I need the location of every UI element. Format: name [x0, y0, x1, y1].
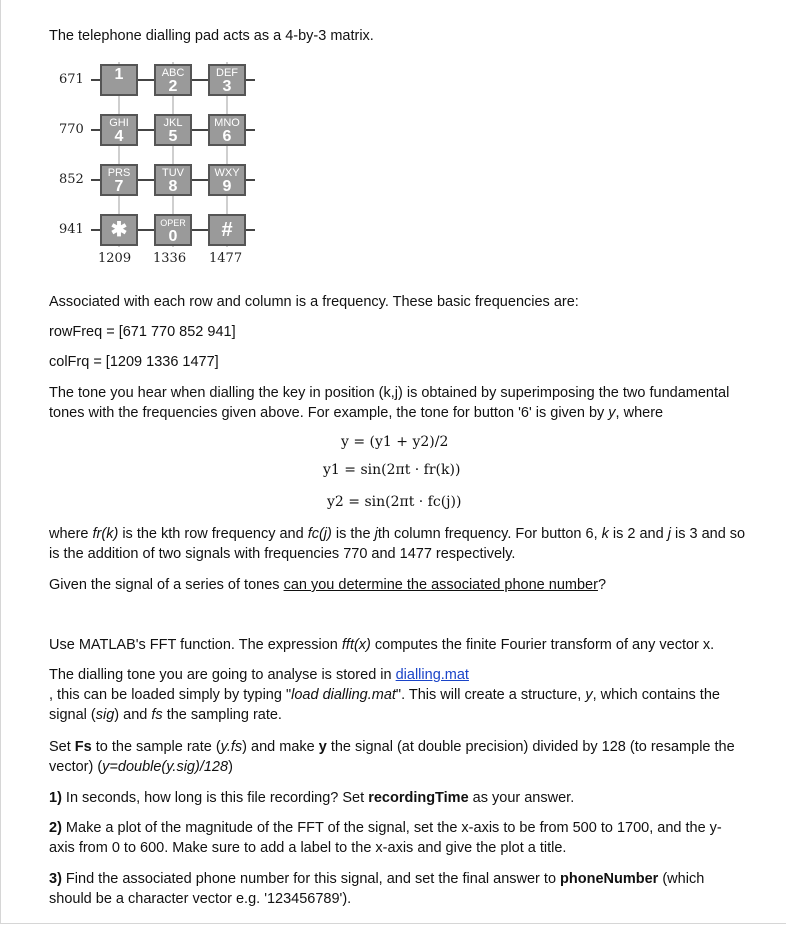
rowfreq-line: rowFreq = [671 770 852 941] [49, 324, 236, 340]
question-1: 1) In seconds, how long is this file recording? Set recordingTime as your answer. [49, 790, 575, 806]
colfrq-line: colFrq = [1209 1336 1477] [49, 354, 219, 370]
intro-text: The telephone dialling pad acts as a 4-by-3 matrix. [49, 28, 374, 44]
star-icon: ✱ [110, 219, 128, 241]
key-3: DEF 3 [208, 64, 246, 96]
key-4: GHI 4 [100, 114, 138, 146]
question-text: Given the signal of a series of tones can you determine the associated phone number? [49, 577, 607, 593]
row-freq-label: 770 [59, 122, 84, 137]
key-digit: 6 [222, 128, 232, 145]
key-digit: 5 [168, 128, 178, 145]
dialling-paragraph: The dialling tone you are going to analyse is stored in dialling.mat , this can be loaded simply by typing "load dialling.mat". This will create a structure, y, which contains the signal (sig) and fs the sampling rate. [49, 667, 720, 723]
use-fft-text: Use MATLAB's FFT function. The expression fft(x) computes the finite Fourier transform of any vector x. [49, 637, 715, 653]
where-paragraph: where fr(k) is the kth row frequency and fc(j) is the jth column frequency. For button 6, k is 2 and j is 3 and so is the addition of two signals with frequencies 770 and 1477 respectively. [49, 526, 746, 562]
row-freq-label: 941 [59, 222, 84, 237]
key-9: WXY 9 [208, 164, 246, 196]
key-digit: 1 [114, 66, 124, 83]
row-freq-label: 852 [59, 172, 84, 187]
key-digit: 9 [222, 178, 232, 195]
question-link[interactable]: can you determine the associated phone number [283, 577, 598, 593]
col-freq-label: 1336 [153, 251, 187, 266]
key-star [100, 214, 138, 246]
key-6: MNO 6 [208, 114, 246, 146]
set-fs-paragraph: Set Fs to the sample rate (y.fs) and make y the signal (at double precision) divided by 128 (to resample the vector) (y=double(y.sig)/128) [49, 739, 735, 775]
key-2: ABC 2 [154, 64, 192, 96]
equation-y: y = (y1 + y2)/2 [341, 434, 449, 450]
key-digit: 3 [222, 78, 232, 95]
key-1 [100, 64, 138, 96]
dialling-mat-link[interactable]: dialling.mat [395, 667, 469, 683]
equation-y2: y2 = sin(2πt · fc(j)) [327, 494, 462, 510]
key-digit: 7 [114, 178, 124, 195]
key-7: PRS 7 [100, 164, 138, 196]
row-freq-label: 671 [59, 72, 84, 87]
key-digit: 8 [168, 178, 178, 195]
question-2: 2) Make a plot of the magnitude of the FFT of the signal, set the x-axis to be from 500 to 1700, and the y-axis from 0 to 600. Make sure to add a label to the x-axis and give the plot a title. [49, 820, 722, 856]
equation-y1: y1 = sin(2πt · fr(k)) [323, 462, 461, 478]
question-3: 3) Find the associated phone number for this signal, and set the final answer to phoneNumber (which should be a character vector e.g. '123456789'). [49, 871, 705, 907]
key-digit: 0 [168, 228, 178, 245]
key-digit: 2 [168, 78, 178, 95]
tone-paragraph: The tone you hear when dialling the key in position (k,j) is obtained by superimposing the two fundamental tones with the frequencies given above. For example, the tone for button '6' is given by y, where [49, 385, 730, 421]
assoc-text: Associated with each row and column is a frequency. These basic frequencies are: [49, 294, 579, 310]
hash-icon: # [221, 219, 233, 241]
key-digit: 4 [114, 128, 124, 145]
key-0: OPER 0 [154, 214, 192, 246]
key-8: TUV 8 [154, 164, 192, 196]
key-5: JKL 5 [154, 114, 192, 146]
col-freq-label: 1477 [209, 251, 243, 266]
dialling-keypad-figure [55, 62, 255, 277]
col-freq-label: 1209 [98, 251, 132, 266]
key-hash [208, 214, 246, 246]
